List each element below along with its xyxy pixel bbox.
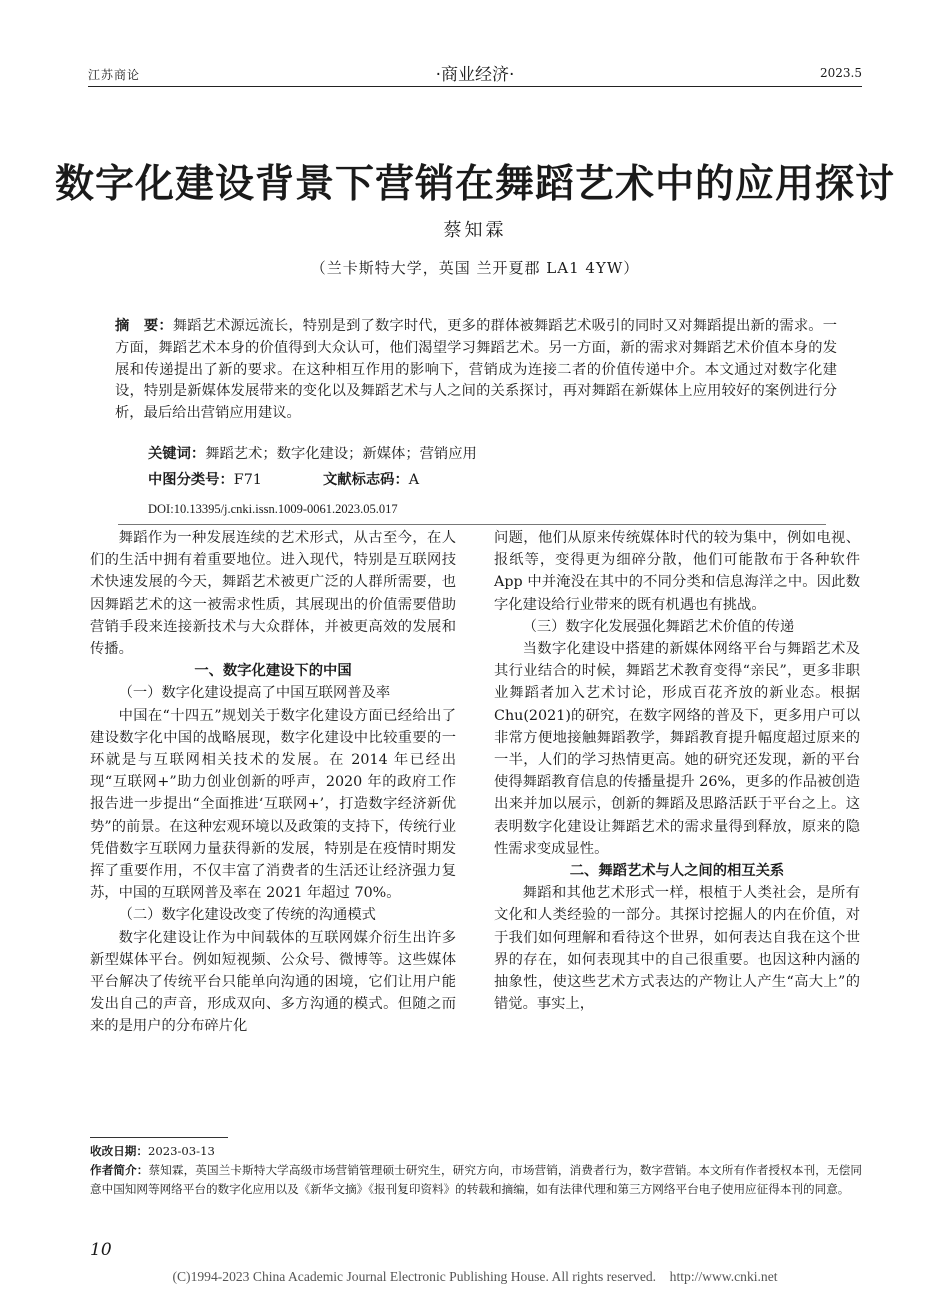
page-number: 10 [90, 1240, 112, 1260]
keywords-label: 关键词： [148, 446, 206, 462]
section-heading: 一、数字化建设下的中国 [194, 663, 352, 680]
section-heading: 二、舞蹈艺术与人之间的相互关系 [569, 863, 785, 880]
abstract-label: 摘 要： [115, 318, 173, 334]
subsection-heading: （二）数字化建设改变了传统的沟通模式 [118, 907, 376, 924]
section-title: ·商业经济· [435, 65, 515, 85]
classification [148, 469, 419, 489]
paragraph: 当数字化建设中搭建的新媒体网络平台与舞蹈艺术及其行业结合的时候，舞蹈艺术教育变得“亲民”，更多非职业舞蹈者加入艺术讨论，形成百花齐放的新业态。根据 Chu(2021)的研究，在数字网络的普及下，更多用户可以非常方便地接触舞蹈教学，舞蹈教育提升幅度超过原来的一半，人们的学习热情更高。她的研究还发现，新的平台使得舞蹈教育信息的传播量提升 26%，更多的作品被创造出来并加以展示，创新的舞蹈及思路活跃于平台之上。这表明数字化建设让舞蹈艺术的需求量得到释放，原来的隐性需求变成显性。 [494, 641, 860, 857]
paragraph: 问题，他们从原来传统媒体时代的较为集中，例如电视、报纸等，变得更为细碎分散，他们可能散布于各种软件 App 中并淹没在其中的不同分类和信息海洋之中。因此数字化建设给行业带来的既有机遇也有挑战。 [494, 530, 860, 613]
article-author: 蔡知霖 [443, 220, 507, 241]
clc-value: F71 [233, 472, 262, 488]
received-date: 收改日期：2023-03-13 [90, 1144, 215, 1158]
article-title: 数字化建设背景下营销在舞蹈艺术中的应用探讨 [54, 162, 895, 207]
doi: DOI:10.13395/j.cnki.issn.1009-0061.2023.05.017 [148, 502, 398, 516]
issue-number: 2023.5 [820, 66, 862, 80]
doc-code-value: A [408, 472, 420, 488]
body-left-column [90, 527, 456, 1038]
paragraph: 数字化建设让作为中间载体的互联网媒介衍生出许多新型媒体平台。例如短视频、公众号、微博等。这些媒体平台解决了传统平台只能单向沟通的困境，它们让用户能发出自己的声音，形成双向、多方沟通的模式。但随之而来的是用户的分布碎片化 [90, 929, 456, 1035]
paragraph: 中国在“十四五”规划关于数字化建设方面已经给出了建设数字化中国的战略展现，数字化建设中比较重要的一环就是与互联网相关技术的发展。在 2014 年已经出现“互联网+”助力创业创新的呼声，2020 年的政府工作报告进一步提出“全面推进‘互联网+’，打造数字经济新优势”的前景。在这种宏观环境以及政策的支持下，传统行业凭借数字互联网力量获得新的发展，特别是在疫情时期发挥了重要作用，不仅丰富了消费者的生活还让经济强力复苏，中国的互联网普及率在 2021 年超过 70%。 [90, 707, 456, 902]
copyright-notice: (C)1994-2023 China Academic Journal Electronic Publishing House. All rights reserved. http://www.cnki.net [172, 1269, 778, 1284]
doi-divider [118, 524, 826, 525]
header-divider [88, 86, 862, 87]
subsection-heading: （一）数字化建设提高了中国互联网普及率 [118, 685, 391, 702]
doc-code-label: 文献标志码： [323, 472, 409, 488]
footnote-divider [90, 1137, 228, 1138]
footnotes [90, 1142, 862, 1199]
clc-label: 中图分类号： [148, 472, 234, 488]
author-bio: 作者简介：蔡知霖，英国兰卡斯特大学高级市场营销管理硕士研究生，研究方向，市场营销，消费者行为，数字营销。本文所有作者授权本刊，无偿同意中国知网等网络平台的数字化应用以及《新华文摘》《报刊复印资料》的转载和摘编，如有法律代理和第三方网络平台电子使用应征得本刊的同意。 [90, 1163, 862, 1196]
subsection-heading: （三）数字化发展强化舞蹈艺术价值的传递 [522, 618, 795, 635]
journal-name: 江苏商论 [88, 68, 141, 82]
body-right-column [494, 527, 860, 1015]
keywords-text: 舞蹈艺术；数字化建设；新媒体；营销应用 [205, 446, 477, 462]
abstract-text: 舞蹈艺术源远流长，特别是到了数字时代，更多的群体被舞蹈艺术吸引的同时又对舞蹈提出新的需求。一方面，舞蹈艺术本身的价值得到大众认可，他们渴望学习舞蹈艺术。另一方面，新的需求对舞蹈艺术价值本身的发展和传递提出了新的要求。在这种相互作用的影响下，营销成为连接二者的价值传递中介。本文通过对数字化建设，特别是新媒体发展带来的变化以及舞蹈艺术与人之间的关系探讨，再对舞蹈在新媒体上应用较好的案例进行分析，最后给出营销应用建议。 [115, 318, 838, 422]
author-affiliation: （兰卡斯特大学，英国 兰开夏郡 LA1 4YW） [310, 259, 640, 277]
keywords [148, 443, 477, 463]
paragraph: 舞蹈作为一种发展连续的艺术形式，从古至今，在人们的生活中拥有着重要地位。进入现代，特别是互联网技术快速发展的今天，舞蹈艺术被更广泛的人群所需要，也因舞蹈艺术的这一被需求性质，其展现出的价值需要借助营销手段来连接新技术与大众群体，并被更高效的发展和传播。 [90, 530, 456, 658]
paragraph: 舞蹈和其他艺术形式一样，根植于人类社会，是所有文化和人类经验的一部分。其探讨挖掘人的内在价值，对于我们如何理解和看待这个世界，如何表达自我在这个世界的存在，如何表现其中的自己很重要。也因这种内涵的抽象性，使这些艺术方式表达的产物让人产生“高大上”的错觉。事实上， [494, 885, 860, 1013]
abstract [115, 316, 837, 425]
